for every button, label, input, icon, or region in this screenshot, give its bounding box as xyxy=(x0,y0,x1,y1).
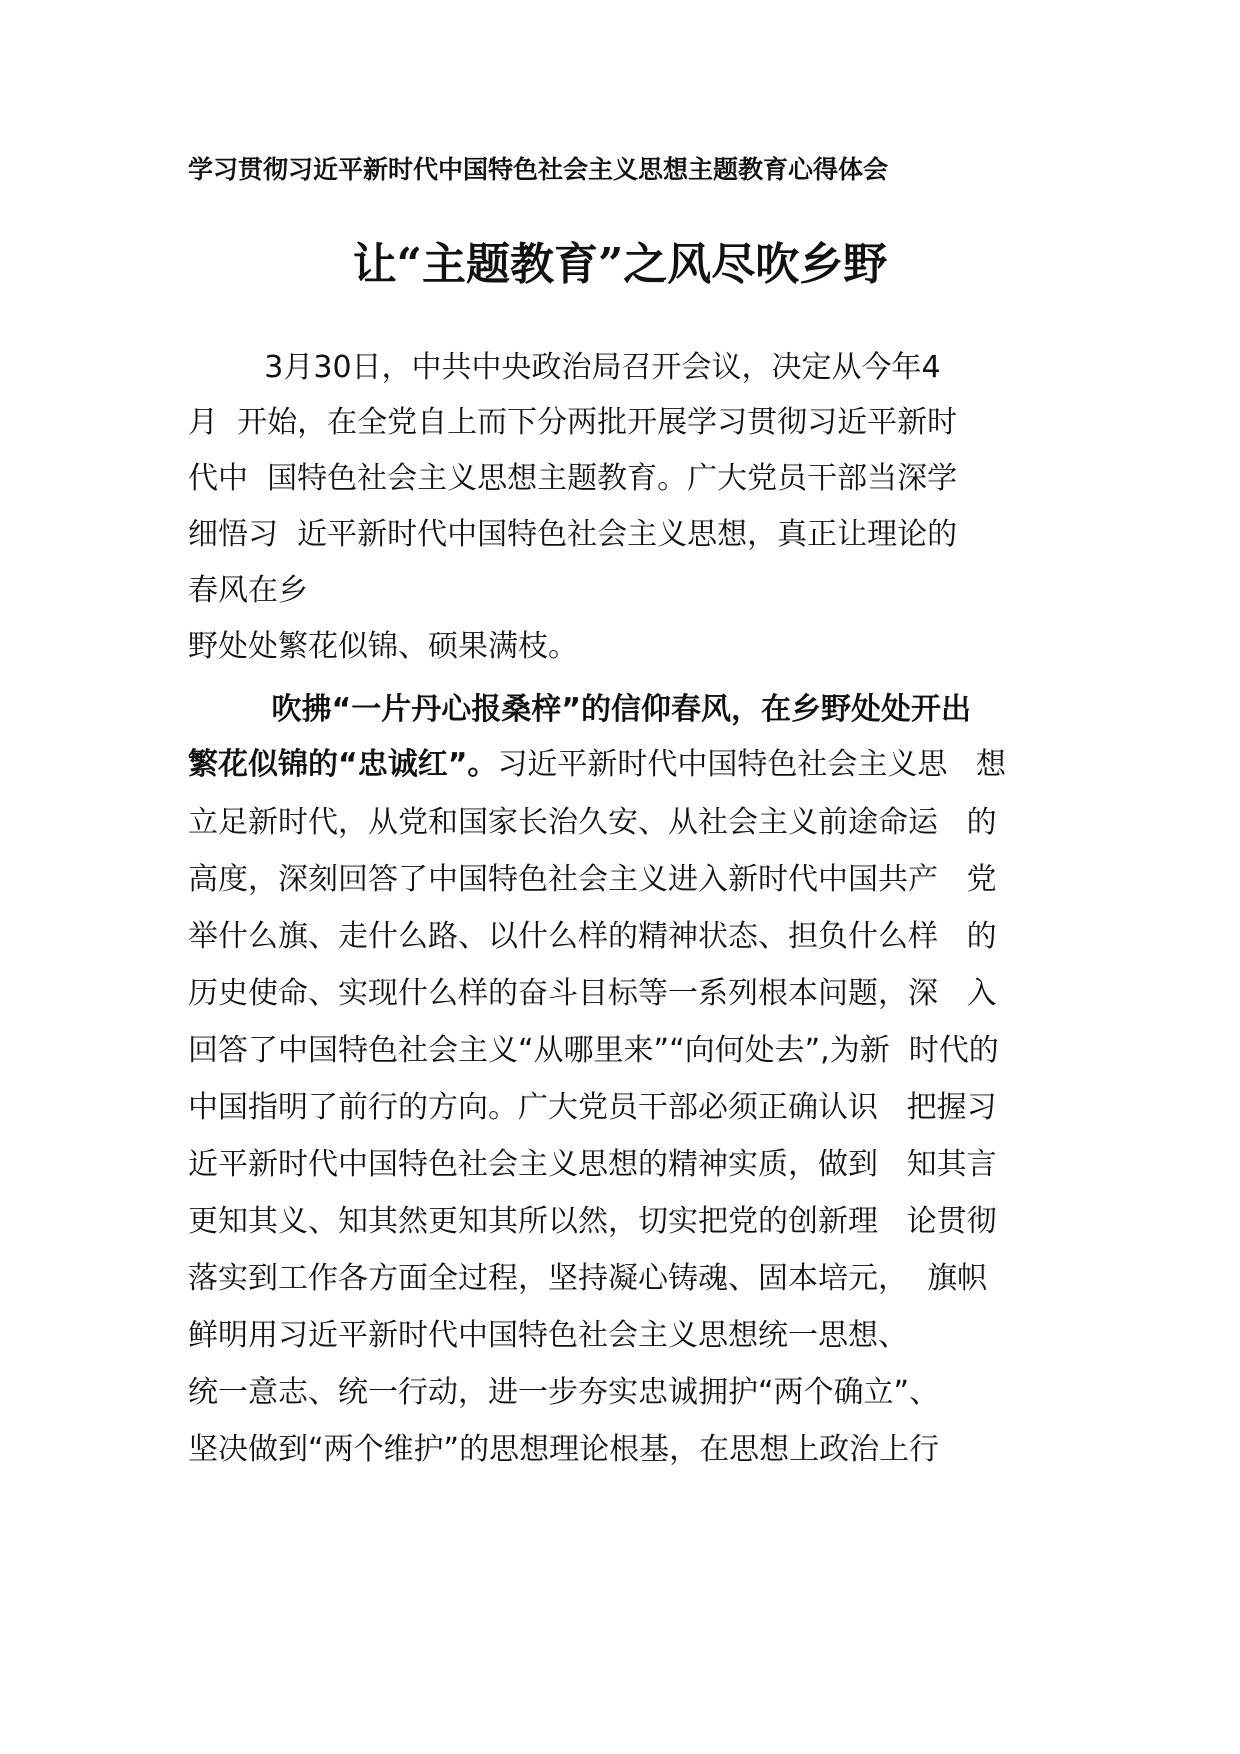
paragraph-2-line: 立足新时代，从党和国家长治久安、从社会主义前途命运 的 xyxy=(188,805,997,840)
paragraph-2-line: 鲜明用习近平新时代中国特色社会主义思想统一思想、 xyxy=(188,1318,908,1353)
document-supertitle: 学习贯彻习近平新时代中国特色社会主义思想主题教育心得体会 xyxy=(188,155,889,184)
paragraph-2-line: 回答了中国特色社会主义“从哪里来”“向何处去”,为新 时代的 xyxy=(188,1033,999,1068)
document-title: 让“主题教育”之风尽吹乡野 xyxy=(352,239,888,290)
paragraph-2-first-line-text: 习近平新时代中国特色社会主义思 想 xyxy=(497,747,1007,782)
paragraph-1-line: 月 开始，在全党自上而下分两批开展学习贯彻习近平新时 xyxy=(188,405,958,440)
paragraph-2-line: 坚决做到“两个维护”的思想理论根基，在思想上政治上行 xyxy=(188,1432,940,1467)
paragraph-1-line: 细悟习 近平新时代中国特色社会主义思想，真正让理论的 xyxy=(188,517,958,552)
paragraph-2-line: 落实到工作各方面全过程，坚持凝心铸魂、固本培元， 旗帜 xyxy=(188,1261,988,1296)
paragraph-2-line: 统一意志、统一行动，进一步夯实忠诚拥护“两个确立”、 xyxy=(188,1375,940,1410)
paragraph-1-line: 野处处繁花似锦、硕果满枝。 xyxy=(188,629,578,664)
paragraph-2-heading-end: 繁花似锦的“忠诚红”。 xyxy=(188,747,498,782)
paragraph-2-line: 更知其义、知其然更知其所以然，切实把党的创新理 论贯彻 xyxy=(188,1204,997,1239)
paragraph-1-line: 3月30日，中共中央政治局召开会议，决定从今年4 xyxy=(188,350,941,385)
paragraph-2-heading: 吹拂“一片丹心报桑梓”的信仰春风，在乡野处处开出 xyxy=(188,692,971,727)
paragraph-2-first-line xyxy=(188,745,1006,785)
paragraph-1-line: 春风在乡 xyxy=(188,573,308,608)
paragraph-2-line: 历史使命、实现什么样的奋斗目标等一系列根本问题，深 入 xyxy=(188,976,997,1011)
paragraph-1-line: 代中 国特色社会主义思想主题教育。广大党员干部当深学 xyxy=(188,461,958,496)
paragraph-2-line: 高度，深刻回答了中国特色社会主义进入新时代中国共产 党 xyxy=(188,862,997,897)
paragraph-2-line: 中国指明了前行的方向。广大党员干部必须正确认识 把握习 xyxy=(188,1090,997,1125)
paragraph-2-line: 近平新时代中国特色社会主义思想的精神实质，做到 知其言 xyxy=(188,1147,997,1182)
paragraph-2-line: 举什么旗、走什么路、以什么样的精神状态、担负什么样 的 xyxy=(188,919,997,954)
